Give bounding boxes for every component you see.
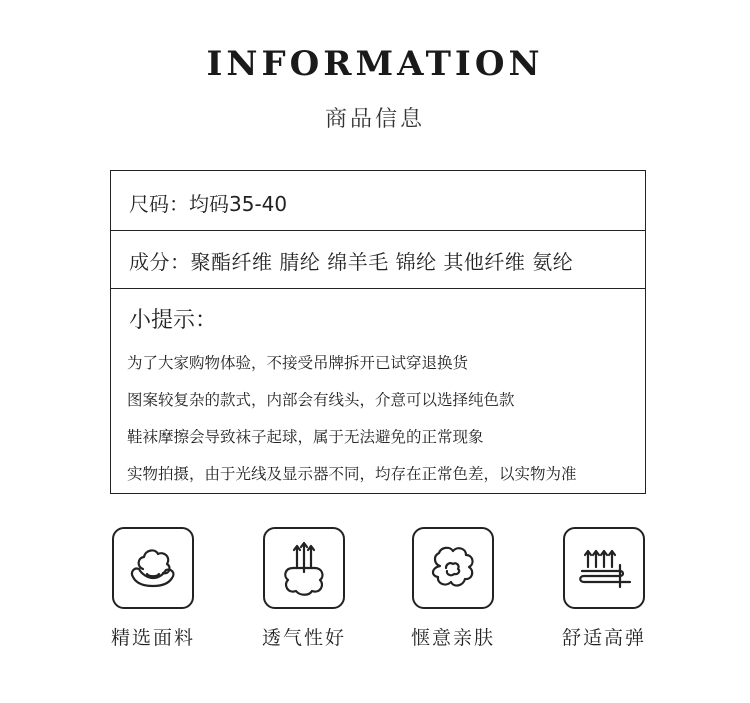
elastic-layers-icon <box>563 527 645 609</box>
tips-section <box>111 289 645 495</box>
size-row <box>111 171 645 231</box>
feature-label: 惬意亲肤 <box>410 627 495 649</box>
composition-text: 成分：聚酯纤维 腈纶 绵羊毛 锦纶 其他纤维 氨纶 <box>129 250 574 274</box>
soft-cloud-icon <box>412 527 494 609</box>
feature-fabric <box>103 527 203 650</box>
feature-elastic <box>554 527 654 650</box>
tip-item: 图案较复杂的款式，内部会有线头，介意可以选择纯色款 <box>127 391 515 409</box>
feature-label: 舒适高弹 <box>561 627 646 649</box>
feature-label: 透气性好 <box>261 627 346 649</box>
size-text: 尺码：均码35-40 <box>129 192 288 216</box>
cotton-flower-icon <box>112 527 194 609</box>
composition-row <box>111 231 645 289</box>
tip-item: 为了大家购物体验，不接受吊牌拆开已试穿退换货 <box>127 354 469 372</box>
page-subtitle: 商品信息 <box>324 107 425 132</box>
tip-item: 实物拍摄，由于光线及显示器不同，均存在正常色差，以实物为准 <box>127 465 577 483</box>
tip-item: 鞋袜摩擦会导致袜子起球，属于无法避免的正常现象 <box>127 428 484 446</box>
info-table <box>110 170 646 494</box>
tips-title: 小提示： <box>129 308 218 333</box>
feature-label: 精选面料 <box>110 627 195 649</box>
page-title: INFORMATION <box>206 44 544 84</box>
feature-skin-friendly <box>403 527 503 650</box>
feature-breathable <box>254 527 354 650</box>
breathable-cloud-icon <box>263 527 345 609</box>
